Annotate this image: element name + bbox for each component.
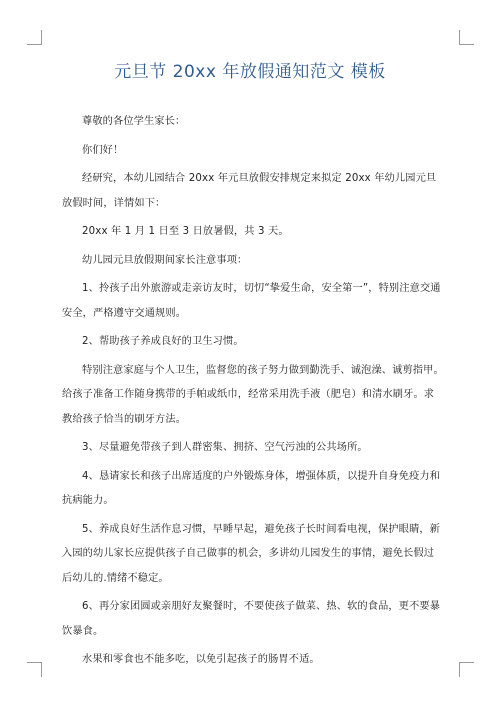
paragraph-item-1: 1、拎孩子出外旅游或走亲访友时，切忉“挚爱生命，安全第一”，特别注意交通安全，严格遵守交通规则。 [62, 283, 441, 319]
paragraph-intro: 经研究，本幼儿园结合 20xx 年元旦放假安排规定来拟定 20xx 年幼儿园元旦放假时间，详情如下： [62, 173, 437, 209]
document-body [62, 110, 444, 673]
paragraph-item-3: 3、尽量避免带孩子到人群密集、拥挤、空气污浊的公共场所。 [82, 442, 368, 453]
greeting: 你们好！ [82, 144, 124, 156]
paragraph-notes-heading: 幼儿园元旦放假期间家长注意事项： [82, 254, 248, 266]
crop-mark-top-right [459, 30, 474, 45]
crop-mark-bottom-left [27, 662, 42, 677]
salutation: 尊敬的各位学生家长： [82, 116, 186, 127]
paragraph-item-6: 6、再分家团圆或亲朋好友聚餐时，不要使孩子做菜、热、软的食品，更不要暴饮暴食。 [62, 601, 441, 637]
paragraph-item-4: 4、恳请家长和孩子出席适度的户外锻炼身体，增强体质，以提升自身免疫力和抗病能力。 [62, 470, 441, 506]
paragraph-item-2: 2、帮助孩子养成良好的卫生习惯。 [82, 336, 244, 347]
paragraph-item-5: 5、养成良好生活作息习惯，早睡早起，避免孩子长时间看电视，保护眼睛，新入园的幼儿家长应提供孩子自己做事的机会，多讲幼儿园发生的事情，避免长假过后幼儿的.情绪不稳定。 [62, 523, 441, 584]
document-title: 元旦节 20xx 年放假通知范文 模板 [114, 62, 386, 82]
paragraph-closing: 水果和零食也不能多吃，以免引起孩子的肠胃不适。 [82, 654, 320, 665]
crop-mark-bottom-right [459, 662, 474, 677]
paragraph-dates: 20xx 年 1 月 1 日至 3 日放暑假，共 3 天。 [82, 226, 289, 237]
paragraph-hygiene: 特别注意家庭与个人卫生，监督您的孩子努力做到勤洗手、诚泡澡、诚剪指甲。给孩子准备工作随身携带的手帕或纸巾，经常采用洗手液（肥皂）和清水刷牙。求教给孩子恰当的刷牙方法。 [62, 364, 444, 425]
crop-mark-top-left [27, 30, 42, 45]
